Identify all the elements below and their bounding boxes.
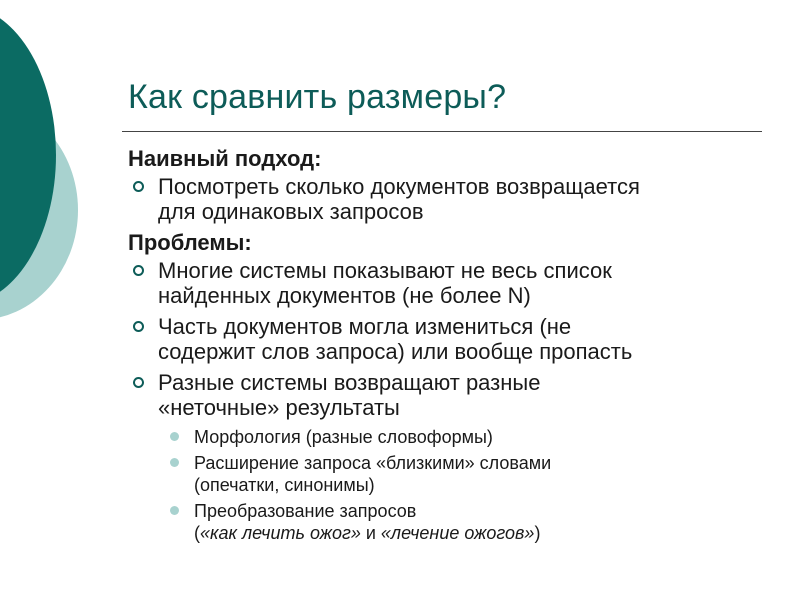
sub-bullet-item xyxy=(128,452,768,496)
sub-bullet-line: Преобразование запросов xyxy=(194,501,417,521)
sub-bullet-item xyxy=(128,426,768,448)
hollow-bullet-icon xyxy=(133,265,144,276)
bullet-line: Часть документов могла измениться (не xyxy=(158,314,572,339)
filled-bullet-icon xyxy=(170,458,179,467)
bullet-line: Разные системы возвращают разные xyxy=(158,370,541,395)
filled-bullet-icon xyxy=(170,432,179,441)
example-query-2: «лечение ожогов» xyxy=(380,523,535,543)
section-heading-naive: Наивный подход: xyxy=(128,146,322,171)
bullet-line: «неточные» результаты xyxy=(158,395,400,420)
hollow-bullet-icon xyxy=(133,377,144,388)
slide-title: Как сравнить размеры? xyxy=(128,78,507,116)
bullet-line: Многие системы показывают не весь список xyxy=(158,258,612,283)
bullet-item xyxy=(128,370,768,420)
bullet-line: для одинаковых запросов xyxy=(158,199,424,224)
sub-bullet-paren: ) xyxy=(534,523,541,543)
sub-bullet-line: Расширение запроса «близкими» словами xyxy=(194,453,552,473)
section-heading-problems: Проблемы: xyxy=(128,230,252,255)
title-divider xyxy=(122,131,762,132)
bullet-line: найденных документов (не более N) xyxy=(158,283,531,308)
bullet-item xyxy=(128,314,768,364)
sub-bullet-line: (опечатки, синонимы) xyxy=(194,475,375,495)
sub-bullet-item xyxy=(128,500,768,544)
sub-bullet-paren: ( xyxy=(194,523,200,543)
filled-bullet-icon xyxy=(170,506,179,515)
bullet-item xyxy=(128,258,768,308)
hollow-bullet-icon xyxy=(133,181,144,192)
hollow-bullet-icon xyxy=(133,321,144,332)
bullet-line: Посмотреть сколько документов возвращается xyxy=(158,174,640,199)
bullet-line: содержит слов запроса) или вообще пропасть xyxy=(158,339,633,364)
bullet-item xyxy=(128,174,768,224)
slide-content xyxy=(128,146,768,548)
example-query-1: «как лечить ожог» xyxy=(200,523,361,543)
sub-bullet-conjunction: и xyxy=(360,523,381,543)
sub-bullet-line: Морфология (разные словоформы) xyxy=(194,427,493,447)
